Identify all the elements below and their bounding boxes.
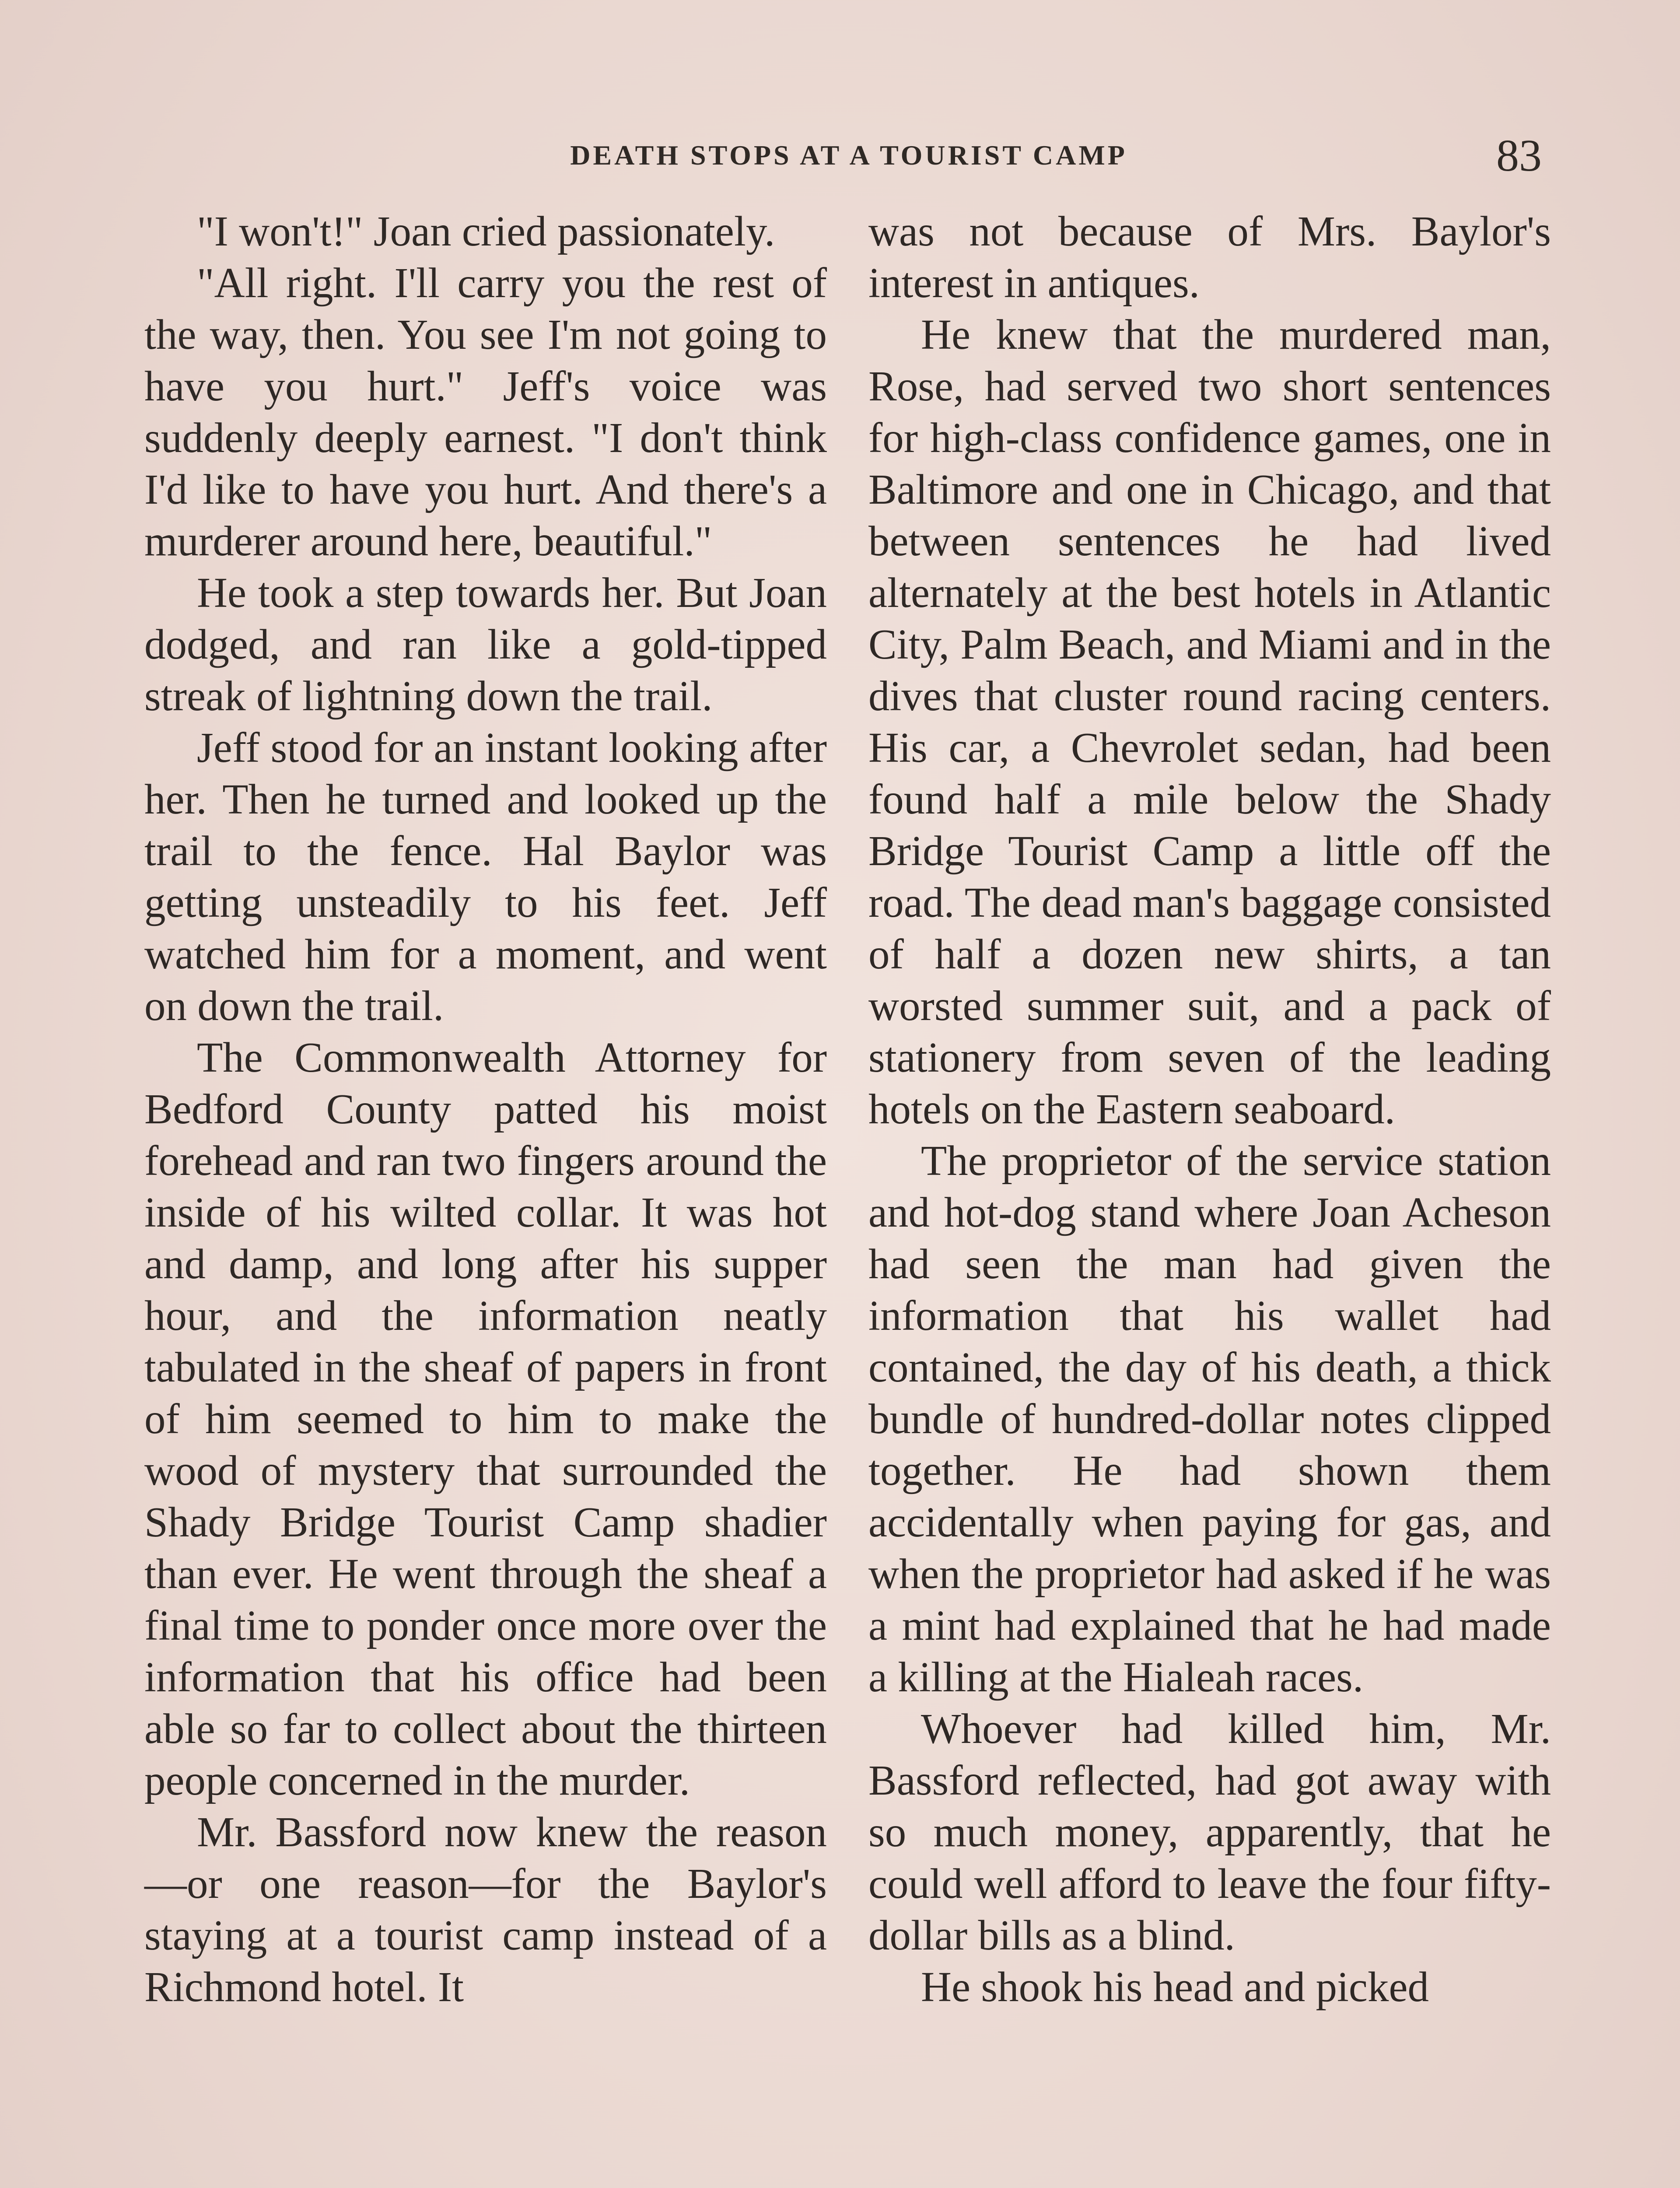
paragraph: He shook his head and picked	[921, 1964, 1429, 2010]
paragraph-continued: was not because of Mrs. Baylor's interest in antiques.	[868, 208, 1551, 306]
paragraph: "I won't!" Joan cried passionately.	[197, 208, 775, 255]
right-column	[868, 206, 1551, 2013]
paragraph: Jeff stood for an instant looking after her. Then he turned and looked up the trail to the fence. Hal Baylor was getting unsteadily to his feet. Jeff watched him for a moment, and went on down the trail.	[144, 724, 827, 1029]
paragraph: "All right. I'll carry you the rest of the way, then. You see I'm not going to have you hurt." Jeff's voice was suddenly deeply earnest. "I don't think I'd like to have you hurt. And there's a murderer around here, beautiful."	[144, 259, 827, 565]
page-number: 83	[1496, 130, 1542, 181]
paragraph: The proprietor of the service station and hot-dog stand where Joan Acheson had seen the man had given the information that his wallet had contained, the day of his death, a thick bundle of hundred-dollar notes clipped together. He had shown them accidentally when paying for gas, and when the proprietor had asked if he was a mint had explained that he had made a killing at the Hialeah races.	[868, 1137, 1551, 1701]
running-title: DEATH STOPS AT A TOURIST CAMP	[570, 140, 1127, 171]
paragraph: He knew that the murdered man, Rose, had served two short sentences for high-class confidence games, one in Baltimore and one in Chicago, and that between sentences he had lived alternately at the best hotels in Atlantic City, Palm Beach, and Miami and in the dives that cluster round racing centers. His car, a Chevrolet sedan, had been found half a mile below the Shady Bridge Tourist Camp a little off the road. The dead man's baggage consisted of half a dozen new shirts, a tan worsted summer suit, and a pack of stationery from seven of the leading hotels on the Eastern seaboard.	[868, 311, 1551, 1133]
paragraph: The Commonwealth Attorney for Bedford County patted his moist forehead and ran two fingers around the inside of his wilted collar. It was hot and damp, and long after his supper hour, and the information neatly tabulated in the sheaf of papers in front of him seemed to him to make the wood of mystery that surrounded the Shady Bridge Tourist Camp shadier than ever. He went through the sheaf a final time to ponder once more over the information that his office had been able so far to collect about the thirteen people concerned in the murder.	[144, 1034, 827, 1804]
paragraph: Mr. Bassford now knew the reason—or one reason—for the Baylor's staying at a tourist camp instead of a Richmond hotel. It	[144, 1809, 827, 2010]
left-column	[144, 206, 827, 2013]
paragraph: He took a step towards her. But Joan dodged, and ran like a gold-tipped streak of lightning down the trail.	[144, 569, 827, 719]
paragraph: Whoever had killed him, Mr. Bassford reflected, had got away with so much money, apparently, that he could well afford to leave the four fifty-dollar bills as a blind.	[868, 1705, 1551, 1959]
